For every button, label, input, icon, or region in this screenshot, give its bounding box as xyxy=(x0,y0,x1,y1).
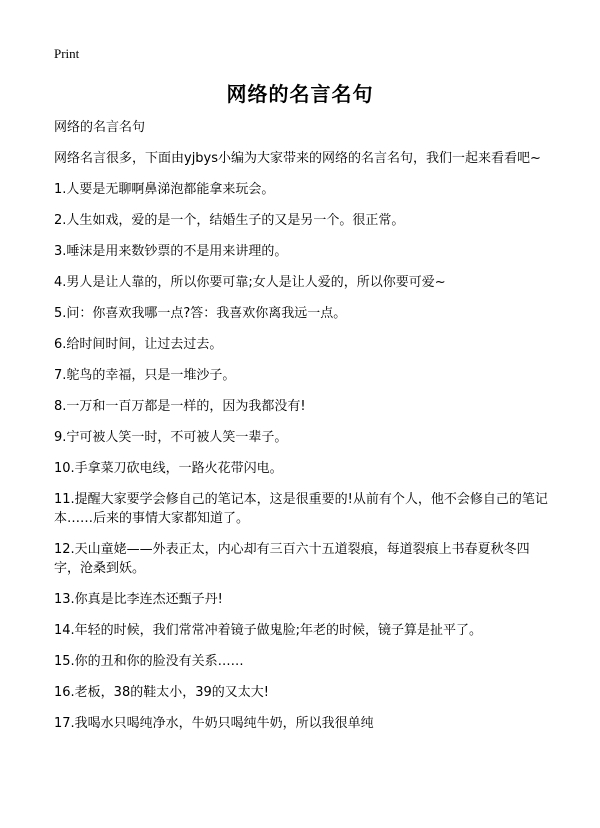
list-item: 15.你的丑和你的脸没有关系…… xyxy=(54,654,244,669)
list-item: 16.老板，38的鞋太小，39的又太大! xyxy=(54,685,269,700)
print-link[interactable]: Print xyxy=(54,46,80,61)
list-item: 17.我喝水只喝纯净水，牛奶只喝纯牛奶，所以我很单纯 xyxy=(54,716,374,731)
article-intro: 网络名言很多，下面由yjbys小编为大家带来的网络的名言名句，我们一起来看看吧~ xyxy=(54,151,541,166)
list-item: 10.手拿菜刀砍电线，一路火花带闪电。 xyxy=(54,461,283,476)
list-item: 2.人生如戏，爱的是一个，结婚生子的又是另一个。很正常。 xyxy=(54,213,405,228)
list-item: 13.你真是比李连杰还甄子丹! xyxy=(54,592,223,607)
list-item: 5.问：你喜欢我哪一点?答：我喜欢你离我远一点。 xyxy=(54,306,347,321)
list-item: 7.鸵鸟的幸福，只是一堆沙子。 xyxy=(54,368,236,383)
article-subtitle: 网络的名言名句 xyxy=(54,120,146,135)
page-title: 网络的名言名句 xyxy=(226,82,374,106)
list-item: 12.天山童姥——外表正太，内心却有三百六十五道裂痕，每道裂痕上书春夏秋冬四字，沧桑到妖。 xyxy=(54,542,530,576)
list-item: 6.给时间时间，让过去过去。 xyxy=(54,337,223,352)
list-item: 14.年轻的时候，我们常常冲着镜子做鬼脸;年老的时候，镜子算是扯平了。 xyxy=(54,623,483,638)
article-body xyxy=(54,118,554,745)
list-item: 8.一万和一百万都是一样的，因为我都没有! xyxy=(54,399,306,414)
list-item: 4.男人是让人靠的，所以你要可靠;女人是让人爱的，所以你要可爱~ xyxy=(54,275,446,290)
list-item: 1.人要是无聊啊鼻涕泡都能拿来玩会。 xyxy=(54,182,275,197)
list-item: 9.宁可被人笑一时，不可被人笑一辈子。 xyxy=(54,430,288,445)
list-item: 11.提醒大家要学会修自己的笔记本，这是很重要的!从前有个人，他不会修自己的笔记本……后来的事情大家都知道了。 xyxy=(54,492,548,526)
list-item: 3.唾沫是用来数钞票的不是用来讲理的。 xyxy=(54,244,288,259)
